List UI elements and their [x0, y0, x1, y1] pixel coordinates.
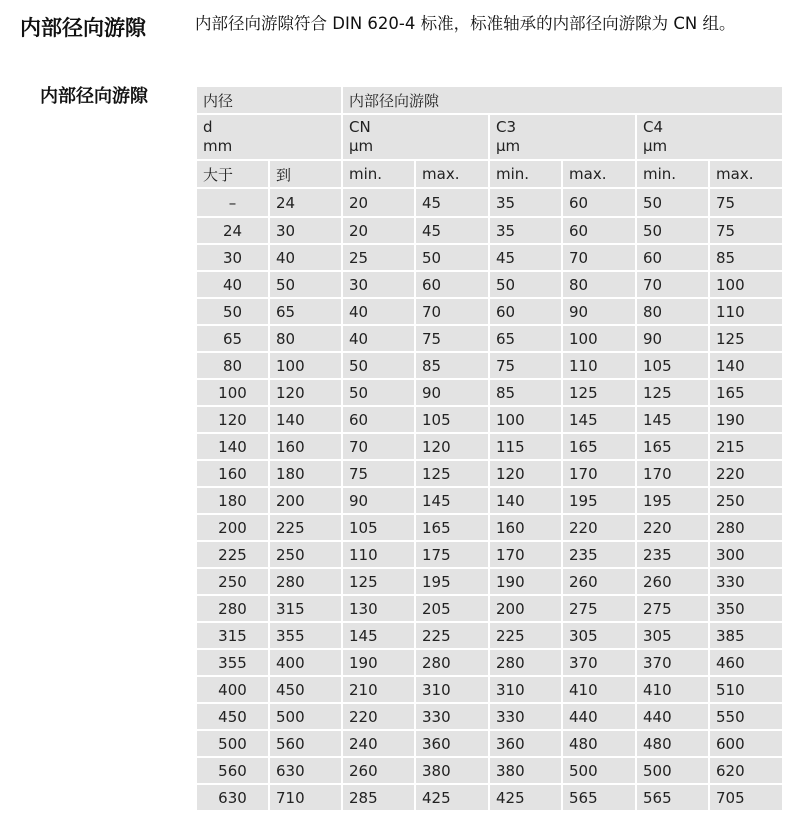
table-cell: 235 [562, 541, 636, 568]
table-row [196, 244, 783, 271]
table-cell: 125 [636, 379, 709, 406]
table-row [196, 460, 783, 487]
table-cell: 160 [489, 514, 562, 541]
table-cell: 105 [636, 352, 709, 379]
table-cell: 195 [562, 487, 636, 514]
table-cell: 220 [562, 514, 636, 541]
table-cell: 30 [269, 217, 342, 244]
bore-header: 内径 [196, 86, 342, 114]
table-cell: 180 [196, 487, 269, 514]
column-label: max. [562, 160, 636, 188]
group-name: C4 [643, 118, 664, 136]
group-unit: µm [496, 137, 521, 155]
table-cell: 165 [562, 433, 636, 460]
header-row-2 [196, 114, 783, 160]
table-cell: 360 [489, 730, 562, 757]
table-cell: 565 [562, 784, 636, 811]
table-cell: 60 [636, 244, 709, 271]
table-cell: 165 [636, 433, 709, 460]
column-label: 大于 [196, 160, 269, 188]
group-name: CN [349, 118, 371, 136]
table-cell: 80 [562, 271, 636, 298]
table-caption: 内部径向游隙 [40, 86, 148, 107]
table-cell: 70 [636, 271, 709, 298]
table-row [196, 784, 783, 811]
table-cell: 705 [709, 784, 783, 811]
table-cell: 550 [709, 703, 783, 730]
table-cell: 565 [636, 784, 709, 811]
table-cell: 195 [415, 568, 489, 595]
table-cell: 460 [709, 649, 783, 676]
table-cell: 24 [196, 217, 269, 244]
table-cell: 24 [269, 188, 342, 217]
table-cell: 50 [636, 188, 709, 217]
table-cell: 160 [269, 433, 342, 460]
column-label-row [196, 160, 783, 188]
table-cell: 315 [196, 622, 269, 649]
table-row [196, 406, 783, 433]
table-row [196, 649, 783, 676]
table-cell: 90 [415, 379, 489, 406]
table-cell: 65 [489, 325, 562, 352]
table-cell: 75 [415, 325, 489, 352]
table-cell: 370 [636, 649, 709, 676]
table-cell: 140 [709, 352, 783, 379]
table-cell: 305 [562, 622, 636, 649]
table-cell: 450 [196, 703, 269, 730]
table-cell: 35 [489, 217, 562, 244]
table-cell: 225 [269, 514, 342, 541]
table-row [196, 433, 783, 460]
table-cell: 120 [489, 460, 562, 487]
table-cell: 410 [636, 676, 709, 703]
table-cell: 600 [709, 730, 783, 757]
table-cell: 380 [489, 757, 562, 784]
table-row [196, 325, 783, 352]
table-cell: 165 [709, 379, 783, 406]
table-body [196, 188, 783, 811]
table-cell: 500 [562, 757, 636, 784]
table-cell: 85 [709, 244, 783, 271]
table-cell: 250 [269, 541, 342, 568]
table-cell: 90 [636, 325, 709, 352]
table-cell: 120 [415, 433, 489, 460]
table-cell: 560 [269, 730, 342, 757]
table-cell: 385 [709, 622, 783, 649]
table-cell: 60 [342, 406, 415, 433]
table-cell: 620 [709, 757, 783, 784]
table-cell: 380 [415, 757, 489, 784]
table-cell: 355 [196, 649, 269, 676]
table-cell: 190 [342, 649, 415, 676]
bore-unit: mm [203, 137, 233, 155]
group-name: C3 [496, 118, 517, 136]
table-cell: 260 [636, 568, 709, 595]
table-row [196, 298, 783, 325]
column-label: min. [636, 160, 709, 188]
table-cell: 180 [269, 460, 342, 487]
table-cell: 315 [269, 595, 342, 622]
table-cell: 480 [636, 730, 709, 757]
table-cell: 110 [709, 298, 783, 325]
table-cell: 85 [415, 352, 489, 379]
table-cell: 140 [196, 433, 269, 460]
table-cell: 70 [415, 298, 489, 325]
table-row [196, 352, 783, 379]
table-cell: 310 [489, 676, 562, 703]
table-cell: 280 [196, 595, 269, 622]
table-cell: 145 [415, 487, 489, 514]
table-cell: 355 [269, 622, 342, 649]
table-cell: 45 [415, 217, 489, 244]
table-cell: 280 [269, 568, 342, 595]
column-label: min. [489, 160, 562, 188]
table-cell: 50 [196, 298, 269, 325]
group-cn-header [342, 114, 489, 160]
table-cell: 50 [415, 244, 489, 271]
table-cell: 280 [415, 649, 489, 676]
table-cell: 130 [342, 595, 415, 622]
table-cell: 125 [415, 460, 489, 487]
table-row [196, 703, 783, 730]
table-cell: 305 [636, 622, 709, 649]
column-label: min. [342, 160, 415, 188]
group-c4-header [636, 114, 783, 160]
table-cell: 75 [709, 188, 783, 217]
table-cell: 65 [196, 325, 269, 352]
table-cell: 260 [342, 757, 415, 784]
group-unit: µm [643, 137, 668, 155]
table-row [196, 676, 783, 703]
table-cell: 35 [489, 188, 562, 217]
table-cell: 40 [269, 244, 342, 271]
table-cell: 250 [196, 568, 269, 595]
table-row [196, 757, 783, 784]
table-cell: 75 [489, 352, 562, 379]
table-cell: 30 [342, 271, 415, 298]
table-cell: 275 [636, 595, 709, 622]
table-cell: 235 [636, 541, 709, 568]
table-cell: 50 [342, 352, 415, 379]
table-cell: 145 [636, 406, 709, 433]
table-cell: 75 [709, 217, 783, 244]
table-row [196, 568, 783, 595]
table-cell: 100 [269, 352, 342, 379]
table-row [196, 487, 783, 514]
table-cell: 400 [196, 676, 269, 703]
section-title: 内部径向游隙 [20, 16, 146, 40]
table-cell: 210 [342, 676, 415, 703]
table-row [196, 541, 783, 568]
table-row [196, 595, 783, 622]
table-cell: 285 [342, 784, 415, 811]
table-cell: 200 [196, 514, 269, 541]
table-cell: 105 [415, 406, 489, 433]
table-cell: 90 [562, 298, 636, 325]
table-cell: 100 [489, 406, 562, 433]
table-cell: 160 [196, 460, 269, 487]
table-cell: 220 [342, 703, 415, 730]
table-cell: 20 [342, 217, 415, 244]
table-row [196, 379, 783, 406]
table-cell: 225 [489, 622, 562, 649]
table-row [196, 271, 783, 298]
table-cell: 200 [269, 487, 342, 514]
table-cell: 260 [562, 568, 636, 595]
table-cell: 45 [415, 188, 489, 217]
table-row [196, 730, 783, 757]
table-cell: 60 [489, 298, 562, 325]
table-cell: 50 [269, 271, 342, 298]
table-cell: 215 [709, 433, 783, 460]
table-cell: 60 [415, 271, 489, 298]
table-cell: 450 [269, 676, 342, 703]
table-cell: 145 [562, 406, 636, 433]
table-cell: 480 [562, 730, 636, 757]
table-cell: 190 [489, 568, 562, 595]
table-cell: 120 [196, 406, 269, 433]
table-cell: 110 [342, 541, 415, 568]
table-cell: 125 [342, 568, 415, 595]
table-row [196, 514, 783, 541]
table-cell: 220 [636, 514, 709, 541]
table-cell: 90 [342, 487, 415, 514]
table-cell: 100 [709, 271, 783, 298]
table-cell: 500 [636, 757, 709, 784]
table-cell: 20 [342, 188, 415, 217]
table-cell: 85 [489, 379, 562, 406]
column-label: max. [709, 160, 783, 188]
table-cell: 360 [415, 730, 489, 757]
table-cell: 425 [415, 784, 489, 811]
column-label: 到 [269, 160, 342, 188]
table-cell: 225 [415, 622, 489, 649]
table-cell: 240 [342, 730, 415, 757]
table-cell: 425 [489, 784, 562, 811]
table-cell: 280 [709, 514, 783, 541]
table-cell: 310 [415, 676, 489, 703]
table-cell: 170 [489, 541, 562, 568]
group-unit: µm [349, 137, 374, 155]
intro-paragraph: 内部径向游隙符合 DIN 620-4 标准，标准轴承的内部径向游隙为 CN 组。 [195, 14, 736, 33]
table-cell: 630 [196, 784, 269, 811]
table-cell: 25 [342, 244, 415, 271]
table-row [196, 622, 783, 649]
table-cell: 70 [562, 244, 636, 271]
table-cell: 50 [636, 217, 709, 244]
table-cell: 100 [196, 379, 269, 406]
table-cell: 50 [489, 271, 562, 298]
table-cell: 125 [562, 379, 636, 406]
table-cell: 115 [489, 433, 562, 460]
table-cell: 410 [562, 676, 636, 703]
table-cell: 125 [709, 325, 783, 352]
table-cell: 40 [196, 271, 269, 298]
table-cell: 80 [196, 352, 269, 379]
table-row [196, 188, 783, 217]
clearance-table [195, 85, 784, 812]
table-cell: 110 [562, 352, 636, 379]
table-cell: 140 [489, 487, 562, 514]
bore-unit-header [196, 114, 342, 160]
table-cell: 560 [196, 757, 269, 784]
table-cell: 710 [269, 784, 342, 811]
table-cell: 140 [269, 406, 342, 433]
table-cell: 65 [269, 298, 342, 325]
table-cell: 170 [636, 460, 709, 487]
table-cell: 205 [415, 595, 489, 622]
table-cell: 225 [196, 541, 269, 568]
table-cell: 145 [342, 622, 415, 649]
table-cell: 45 [489, 244, 562, 271]
table-cell: 30 [196, 244, 269, 271]
table-cell: 60 [562, 217, 636, 244]
table-cell: 165 [415, 514, 489, 541]
table-cell: 330 [709, 568, 783, 595]
table-cell: 40 [342, 325, 415, 352]
table-cell: 500 [269, 703, 342, 730]
table-cell: 175 [415, 541, 489, 568]
table-cell: 75 [342, 460, 415, 487]
table-cell: 300 [709, 541, 783, 568]
table-cell: 280 [489, 649, 562, 676]
table-cell: 330 [489, 703, 562, 730]
table-cell: 190 [709, 406, 783, 433]
table-cell: 200 [489, 595, 562, 622]
table-cell: 500 [196, 730, 269, 757]
table-cell: 350 [709, 595, 783, 622]
table-cell: 40 [342, 298, 415, 325]
table-cell: 275 [562, 595, 636, 622]
header-row-1 [196, 86, 783, 114]
table-cell: 170 [562, 460, 636, 487]
table-cell: 440 [562, 703, 636, 730]
table-cell: 400 [269, 649, 342, 676]
table-cell: 50 [342, 379, 415, 406]
table-row [196, 217, 783, 244]
table-cell: 330 [415, 703, 489, 730]
table-cell: 220 [709, 460, 783, 487]
clearance-header: 内部径向游隙 [342, 86, 783, 114]
table-cell: 80 [269, 325, 342, 352]
table-cell: 630 [269, 757, 342, 784]
table-cell: 195 [636, 487, 709, 514]
table-cell: 80 [636, 298, 709, 325]
table-cell: 440 [636, 703, 709, 730]
table-cell: 70 [342, 433, 415, 460]
table-cell: 60 [562, 188, 636, 217]
table-cell: 510 [709, 676, 783, 703]
table-cell: 120 [269, 379, 342, 406]
table-cell: 105 [342, 514, 415, 541]
bore-symbol: d [203, 118, 213, 136]
group-c3-header [489, 114, 636, 160]
column-label: max. [415, 160, 489, 188]
table-cell: 100 [562, 325, 636, 352]
table-cell: 250 [709, 487, 783, 514]
table-cell: – [196, 188, 269, 217]
table-cell: 370 [562, 649, 636, 676]
